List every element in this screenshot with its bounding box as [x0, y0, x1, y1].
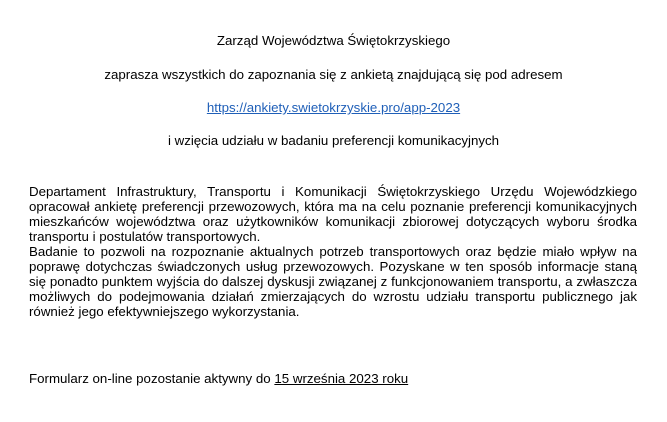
participation-text: i wzięcia udziału w badaniu preferencji komunikacyjnych — [167, 133, 500, 148]
organization-heading: Zarząd Województwa Świętokrzyskiego — [216, 33, 451, 48]
survey-link[interactable]: https://ankiety.swietokrzyskie.pro/app-2023 — [206, 100, 461, 115]
deadline-line — [29, 371, 408, 386]
deadline-prefix: Formularz on-line pozostanie aktywny do — [29, 371, 275, 386]
body-text-block — [29, 184, 637, 319]
deadline-date: 15 września 2023 roku — [274, 371, 409, 386]
survey-link-line — [0, 100, 667, 115]
paragraph-department: Departament Infrastruktury, Transportu i Komunikacji Świętokrzyskiego Urzędu Wojewódzkiego opracował ankietę preferencji przewozowych, która ma na celu poznanie preferencji komunikacyjnych mieszkańców województwa oraz użytkowników komunikacji zbiorowej dotyczących wyboru środka transportu i postulatów transportowych. — [29, 184, 637, 244]
invitation-text: zaprasza wszystkich do zapoznania się z ankietą znajdującą się pod adresem — [104, 67, 563, 82]
paragraph-study: Badanie to pozwoli na rozpoznanie aktualnych potrzeb transportowych oraz będzie miało wpływ na poprawę dotychczas świadczonych usług przewozowych. Pozyskane w ten sposób informacje staną się ponadto punktem wyjścia do dalszej dyskusji związanej z funkcjonowaniem transportu, a zwłaszcza możliwych do podejmowania działań zmierzających do wzrostu udziału transportu publicznego jak również jego efektywniejszego wykorzystania. — [29, 244, 637, 319]
